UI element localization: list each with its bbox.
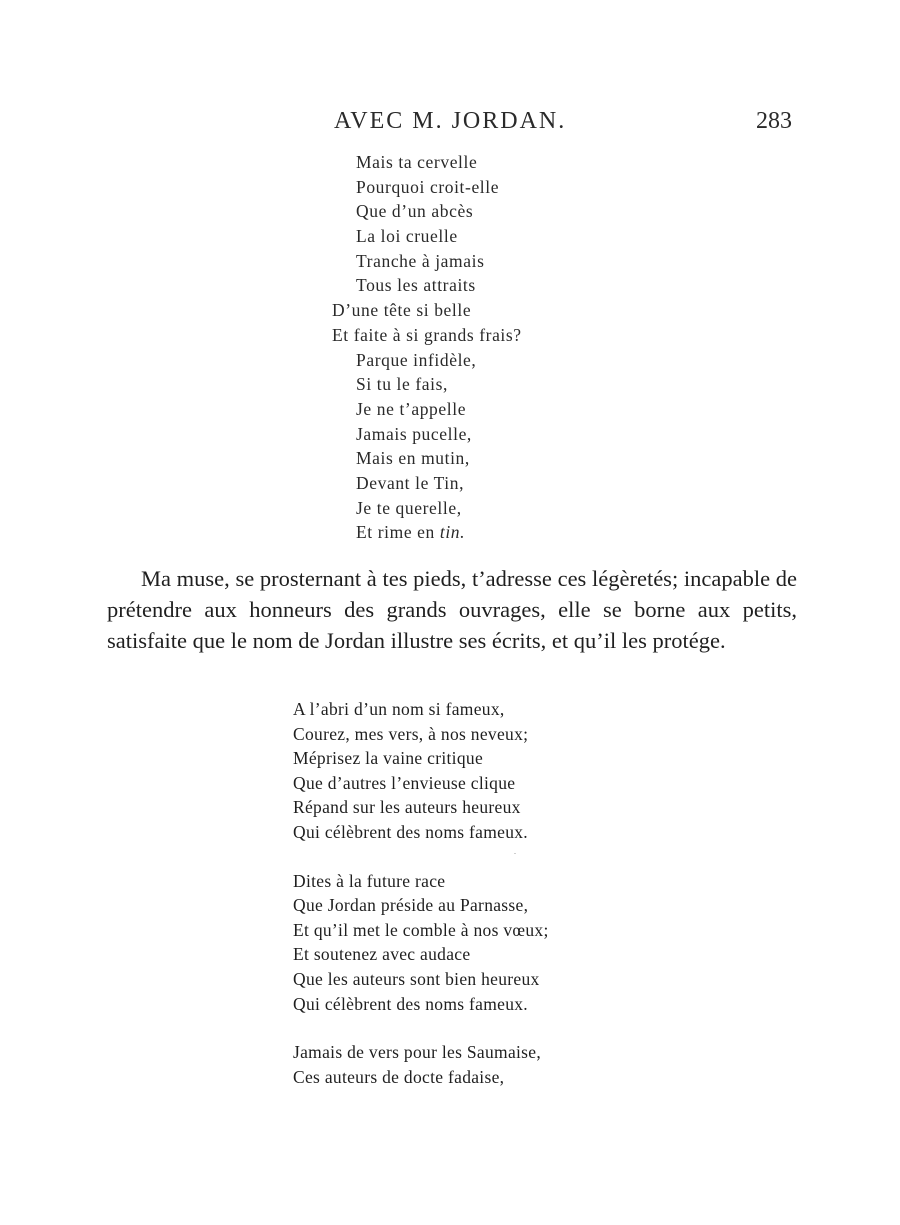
- verse-line: Mais en mutin,: [356, 448, 470, 469]
- poem-lower: [293, 697, 623, 1113]
- stanza: [293, 697, 623, 845]
- verse-line: Et faite à si grands frais?: [332, 324, 522, 345]
- verse-line: Jamais pucelle,: [356, 423, 472, 444]
- verse-line: La loi cruelle: [356, 226, 458, 247]
- verse-line: Que d’autres l’envieuse clique: [293, 772, 516, 793]
- verse-line: Parque infidèle,: [356, 349, 477, 370]
- verse-line: Et soutenez avec audace: [293, 944, 471, 965]
- verse-text: Et rime en: [356, 522, 440, 543]
- verse-line: Qui célèbrent des noms fameux.: [293, 821, 528, 842]
- page-number: 283: [756, 108, 792, 134]
- verse-line: Si tu le fais,: [356, 374, 449, 395]
- prose-paragraph: Ma muse, se prosternant à tes pieds, t’adresse ces légèretés; incapable de prétendre aux honneurs des grands ouvrages, elle se borne aux petits, satisfaite que le nom de Jordan illustre ses écrits, et qu’il les protége.: [107, 566, 797, 654]
- verse-line: Courez, mes vers, à nos neveux;: [293, 723, 529, 744]
- verse-line: Méprisez la vaine critique: [293, 748, 484, 769]
- verse-line: Ces auteurs de docte fadaise,: [293, 1066, 505, 1087]
- verse-line: Et qu’il met le comble à nos vœux;: [293, 919, 549, 940]
- verse-line: D’une tête si belle: [332, 300, 472, 321]
- verse-line: Je te querelle,: [356, 497, 462, 518]
- verse-line: A l’abri d’un nom si fameux,: [293, 699, 505, 719]
- stanza: [293, 869, 623, 1017]
- poem-upper: [332, 150, 592, 545]
- verse-line: Qui célèbrent des noms fameux.: [293, 993, 528, 1014]
- verse-line: Répand sur les auteurs heureux: [293, 797, 521, 818]
- verse-line: Que d’un abcès: [356, 201, 474, 222]
- verse-line: Jamais de vers pour les Saumaise,: [293, 1042, 542, 1063]
- verse-line: Tous les attraits: [356, 275, 476, 296]
- print-speck: [514, 853, 516, 854]
- verse-line: Pourquoi croit-elle: [356, 176, 500, 197]
- verse-line: Je ne t’appelle: [356, 398, 467, 419]
- verse-line: Devant le Tin,: [356, 472, 465, 493]
- verse-line: Que les auteurs sont bien heureux: [293, 968, 540, 989]
- verse-line: Tranche à jamais: [356, 250, 485, 271]
- verse-line: Dites à la future race: [293, 870, 446, 891]
- verse-line: Que Jordan préside au Parnasse,: [293, 895, 529, 916]
- stanza: [293, 1040, 623, 1089]
- verse-italic-word: tin.: [439, 522, 466, 543]
- verse-line-last: [332, 520, 592, 545]
- verse-line: Mais ta cervelle: [356, 152, 478, 172]
- running-head: AVEC M. JORDAN.: [334, 108, 567, 134]
